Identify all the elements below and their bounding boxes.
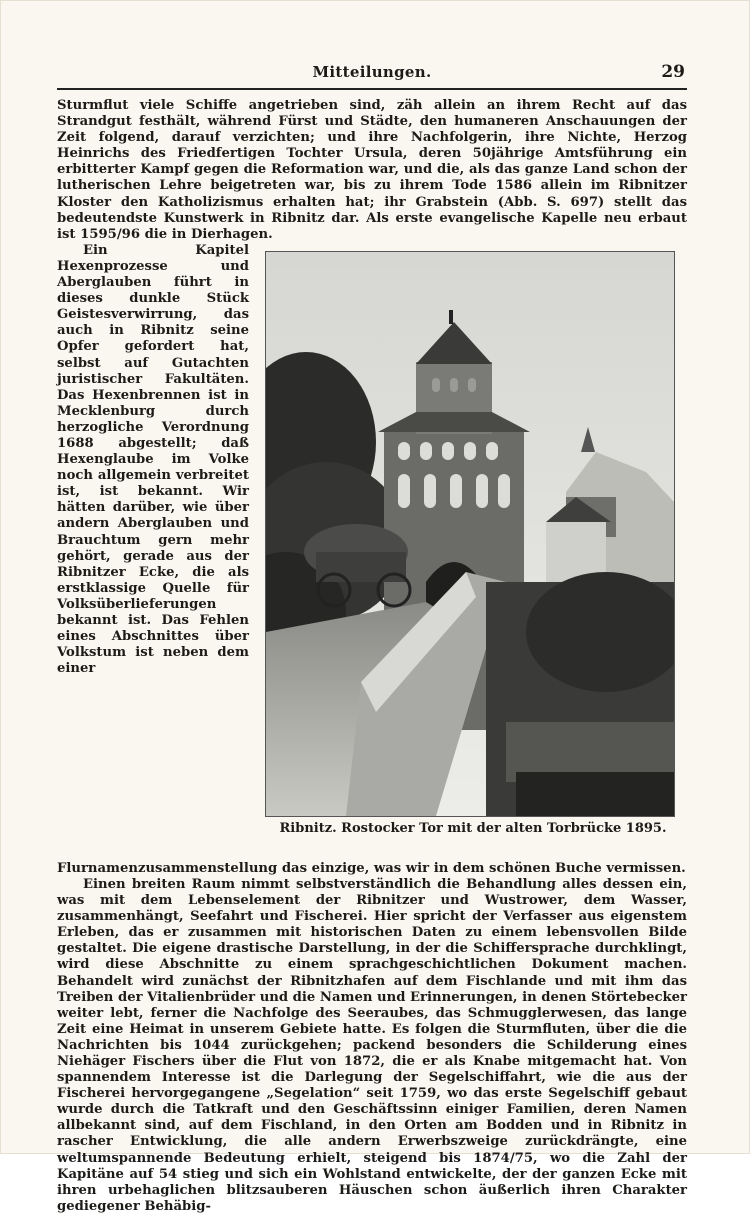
paragraph-1: Sturmflut viele Schiffe angetrieben sind, zäh allein an ihrem Recht auf das Strandgut festhält, während Fürst und Städte, den humaneren Anschauungen der Zeit folgend, darauf verzichten; und ihre Nachfolgerin, ihre Nichte, Herzog Heinrichs des Friedfertigen Tochter Ursula, deren 50jährige Amtsführung ein erbitterter Kampf gegen die Reformation war, und die, als das ganze Land schon der lutherischen Lehre beigetreten war, bis zu ihrem Tode 1586 allein im Ribnitzer Kloster den Katholizismus erhalten hat; ihr Grabstein (Abb. S. 697) stellt das bedeutendste Kunstwerk in Ribnitz dar. Als erste evangelische Kapelle neu erbaut ist 1595/96 die in Dierhagen. <box>57 98 687 242</box>
header-rule <box>57 88 687 90</box>
photo-rostocker-tor <box>265 251 675 817</box>
figure-caption: Ribnitz. Rostocker Tor mit der alten Torbrücke 1895. <box>279 820 667 836</box>
paragraph-3: Einen breiten Raum nimmt selbstverständlich die Behandlung alles dessen ein, was mit dem Lebenselement der Ribnitzer und Wustrower, dem Wasser, zusammenhängt, Seefahrt und Fischerei. Hier spricht der Verfasser aus eigenstem Erleben, das er zusammen mit historischen Daten zu einem lebensvollen Bilde gestaltet. Die eigene drastische Darstellung, in der die Schiffersprache durchklingt, wird diese Abschnitte zu einem sprachgeschichtlichen Dokument machen. Behandelt wird zunächst der Ribnitzhafen auf dem Fischlande und mit ihm das Treiben der Vitalienbrüder und die Namen und Erinnerungen, in denen Störtebecker weiter lebt, ferner die Nachfolge des Seeraubes, das Schmugglerwesen, das lange Zeit eine Heimat in unserem Gebiete hatte. Es folgen die Sturmfluten, über die die Nachrichten bis 1044 zurückgehen; packend besonders die Schilderung eines Niehäger Fischers über die Flut von 1872, die er als Knabe mitgemacht hat. Von spannendem Interesse ist die Darlegung der Segelschiffahrt, wie die aus der Fischerei hervorgegangene „Segelation“ seit 1759, wo das erste Segelschiff gebaut wurde durch die Tatkraft und den Geschäftssinn einiger Familien, deren Namen allbekannt sind, auf dem Fischland, in den Orten am Bodden und in Ribnitz in rascher Entwicklung, die alle andern Erwerbszweige zurückdrängte, eine weltumspannende Bedeutung erhielt, steigend bis 1874/75, wo die Zahl der Kapitäne auf 54 stieg und sich ein Wohlstand entwickelte, der der ganzen Ecke mit ihren urbehaglichen blitzsauberen Häuschen schon äußerlich ihren Charakter gediegener Behäbig- <box>57 876 687 1214</box>
body-text <box>57 98 687 1215</box>
page-header <box>57 61 687 89</box>
paragraph-2: Ein Kapitel Hexenprozesse und Aberglauben führt in dieses dunkle Stück Geistesverwirrung, das auch in Ribnitz seine Opfer gefordert hat, selbst auf Gutachten juristischer Fakultäten. Das Hexenbrennen ist in Mecklenburg durch herzogliche Verordnung 1688 abgestellt; daß Hexenglaube im Volke noch allgemein verbreitet ist, ist bekannt. Wir hätten darüber, wie über andern Aberglauben und Brauchtum gern mehr gehört, gerade aus der Ribnitzer Ecke, die als erstklassige Quelle für Volksüberlieferungen bekannt ist. Das Fehlen eines Abschnittes über Volkstum ist neben dem einer Flurnamenzusammenstellung das einzige, was wir in dem schönen Buche vermissen. <box>57 242 686 876</box>
figure <box>259 247 687 857</box>
running-title: Mitteilungen. <box>312 63 432 81</box>
page-number: 29 <box>661 62 685 82</box>
